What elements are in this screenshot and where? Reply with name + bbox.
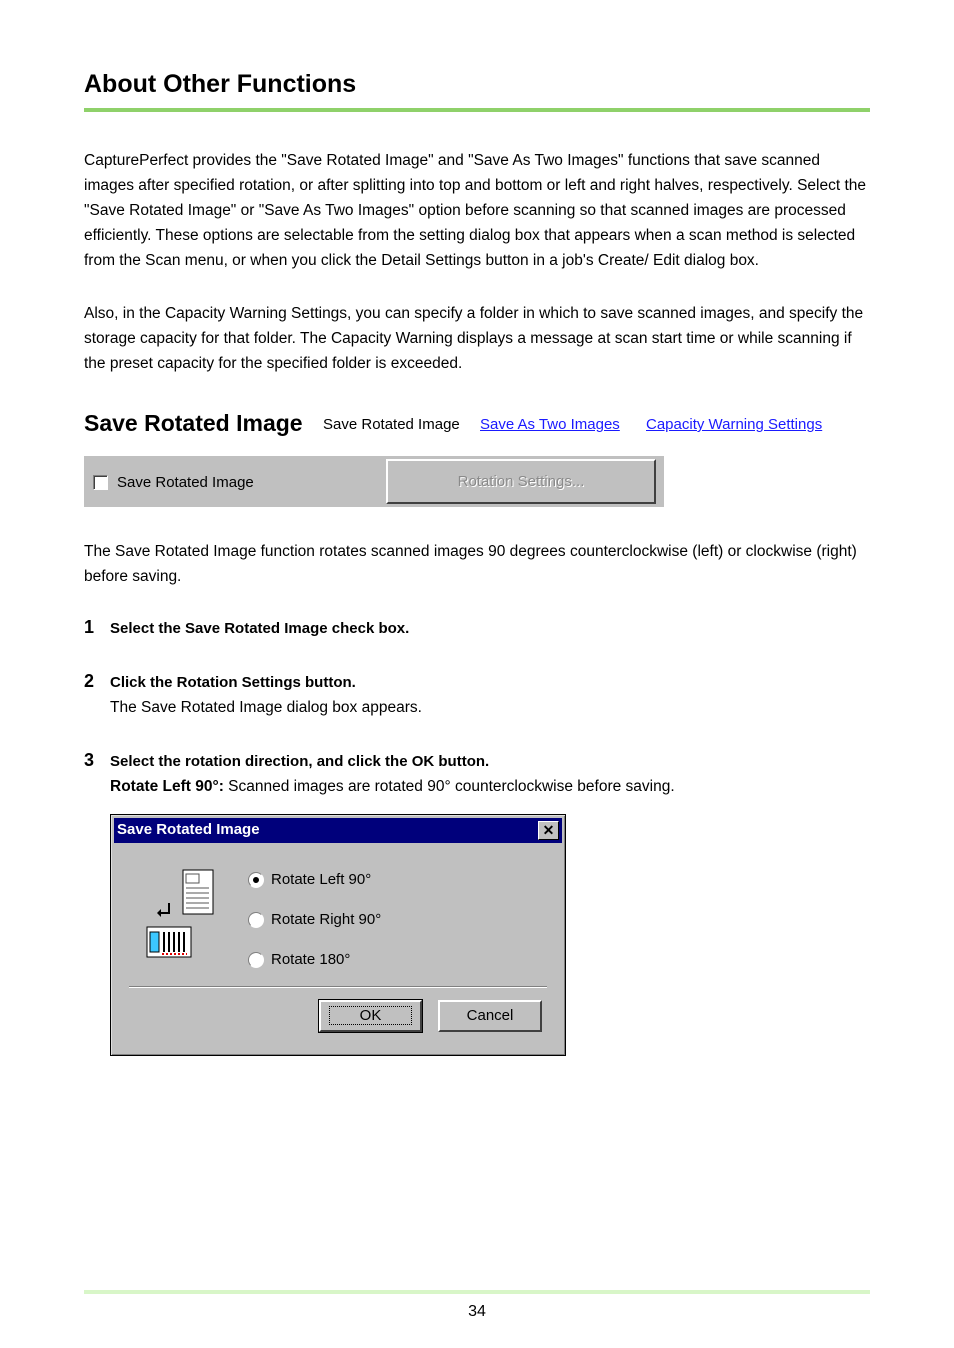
rotate-left-radio[interactable] xyxy=(248,872,264,888)
rotate-right-label: Rotate Right 90° xyxy=(271,911,382,928)
step-1-title: Select the Save Rotated Image check box. xyxy=(110,620,410,637)
dialog-titlebar xyxy=(114,818,562,843)
page-number: 34 xyxy=(468,1303,486,1320)
section-description: The Save Rotated Image function rotates scanned images 90 degrees counterclockwise (left) or clockwise (right) before saving. xyxy=(84,543,857,585)
link-save-as-two-images[interactable]: Save As Two Images xyxy=(480,416,620,433)
rotation-settings-button[interactable]: Rotation Settings... xyxy=(386,459,656,504)
checkbox-label: Save Rotated Image xyxy=(117,474,254,491)
step-3-title: Select the rotation direction, and click the OK button. xyxy=(110,753,490,770)
step-2-title: Click the Rotation Settings button. xyxy=(110,674,356,691)
dialog-title: Save Rotated Image xyxy=(117,821,260,838)
footer-rule xyxy=(84,1290,870,1294)
step-3-term: Rotate Left 90°: xyxy=(110,778,224,795)
ok-label: OK xyxy=(329,1006,413,1025)
step-3-number: 3 xyxy=(84,750,95,770)
rotate-left-label: Rotate Left 90° xyxy=(271,871,372,888)
intro-paragraph-2: Also, in the Capacity Warning Settings, you can specify a folder in which to save scanned images, and specify the storage capacity for that folder. The Capacity Warning displays a message at scan start time or while scanning if the preset capacity for the specified folder is exceeded. xyxy=(84,305,864,372)
step-2-text: The Save Rotated Image dialog box appears. xyxy=(110,699,422,716)
save-rotated-image-checkbox[interactable] xyxy=(93,475,108,490)
rotate-180-radio[interactable] xyxy=(248,952,264,968)
rotate-right-radio[interactable] xyxy=(248,912,264,928)
tab-current: Save Rotated Image xyxy=(323,416,460,433)
dialog-separator xyxy=(129,986,547,988)
step-3-description: Scanned images are rotated 90° counterclockwise before saving. xyxy=(228,778,675,795)
close-icon[interactable]: ✕ xyxy=(538,821,559,840)
cancel-button[interactable]: Cancel xyxy=(438,1000,542,1032)
rotate-left-icon xyxy=(145,867,217,961)
step-2-number: 2 xyxy=(84,671,95,691)
rotate-180-label: Rotate 180° xyxy=(271,951,351,968)
page-heading: About Other Functions xyxy=(84,70,357,98)
step-3-text xyxy=(110,778,675,796)
save-rotated-image-settings-bar xyxy=(84,456,664,507)
section-title: Save Rotated Image xyxy=(84,410,303,436)
step-1-number: 1 xyxy=(84,617,95,637)
heading-rule xyxy=(84,108,870,112)
intro-paragraph-1: CapturePerfect provides the "Save Rotated Image" and "Save As Two Images" functions that save scanned images after specified rotation, or after splitting into top and bottom or left and right halves, respectively. Select the "Save Rotated Image" or "Save As Two Images" option before scanning so that scanned images are processed efficiently. These options are selectable from the setting dialog box that appears when a scan method is selected from the Scan menu, or when you click the Detail Settings button in a job's Create/ Edit dialog box. xyxy=(84,152,867,269)
ok-button[interactable] xyxy=(319,1000,422,1032)
link-capacity-warning-settings[interactable]: Capacity Warning Settings xyxy=(646,416,823,433)
save-rotated-image-dialog xyxy=(110,814,566,1056)
